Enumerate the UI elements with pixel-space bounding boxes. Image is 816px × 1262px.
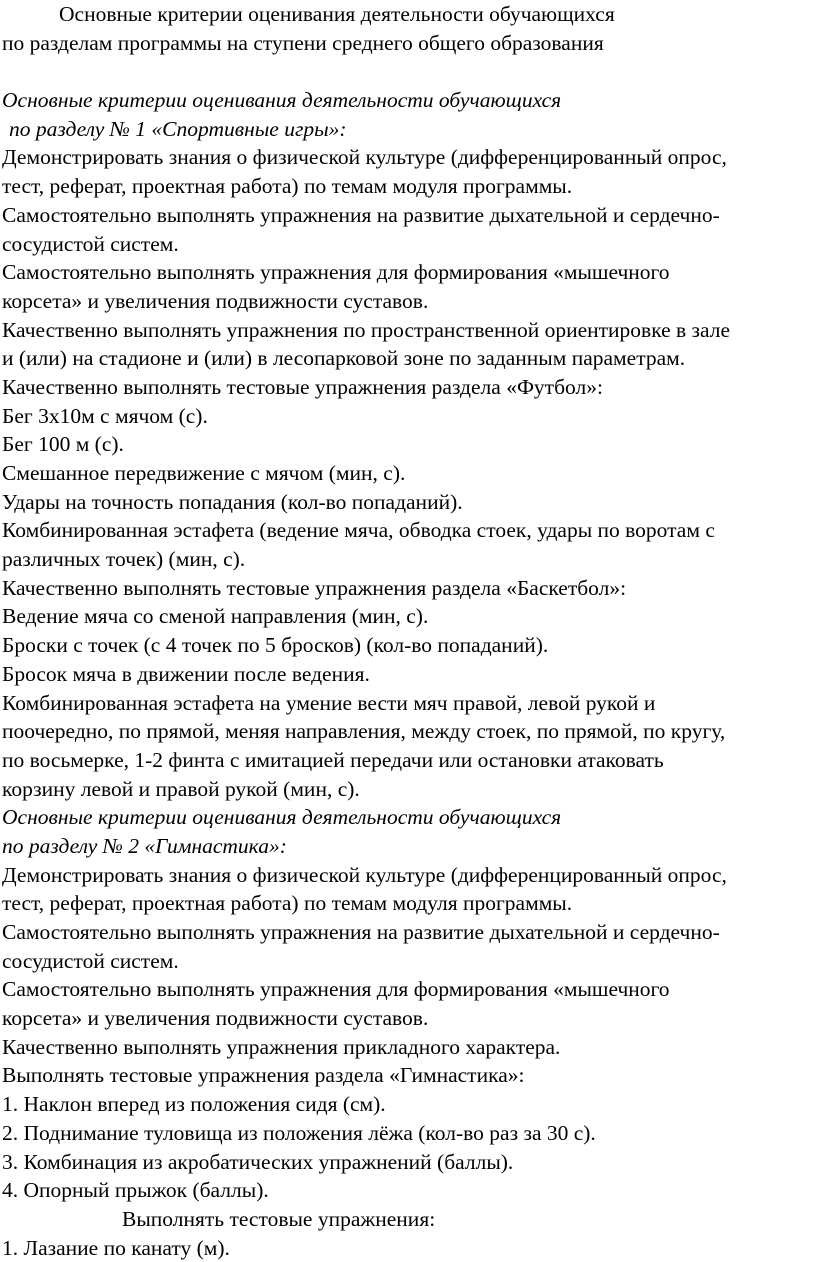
section1-line: корсета» и увеличения подвижности суставов. bbox=[2, 288, 429, 313]
section2-line: 1. Наклон вперед из положения сидя (см). bbox=[2, 1092, 386, 1117]
section1-line: Бросок мяча в движении после ведения. bbox=[2, 661, 370, 686]
section1-line: различных точек) (мин, с). bbox=[2, 547, 246, 572]
section2-line: 2. Поднимание туловища из положения лёжа (кол-во раз за 30 с). bbox=[2, 1120, 596, 1145]
section2-line: тест, реферат, проектная работа) по темам модуля программы. bbox=[2, 891, 573, 916]
section2-line: Самостоятельно выполнять упражнения на развитие дыхательной и сердечно- bbox=[2, 920, 720, 944]
section2-line: 3. Комбинация из акробатических упражнений (баллы). bbox=[2, 1149, 514, 1174]
section1-line: Бег 100 м (с). bbox=[2, 432, 124, 457]
section1-line: по восьмерке, 1-2 финта с имитацией передачи или остановки атаковать bbox=[2, 747, 664, 772]
section2-line: сосудистой систем. bbox=[2, 948, 179, 973]
section1-line: Бег 3х10м с мячом (с). bbox=[2, 403, 208, 428]
section2-tail-line: 1. Лазание по канату (м). bbox=[2, 1235, 230, 1260]
section2-line: Самостоятельно выполнять упражнения для формирования «мышечного bbox=[2, 977, 670, 1002]
section1-heading-line-2: по разделу № 1 «Спортивные игры»: bbox=[9, 116, 347, 141]
section2-line: корсета» и увеличения подвижности суставов. bbox=[2, 1006, 429, 1031]
document-page bbox=[2, 0, 814, 1262]
section1-line: тест, реферат, проектная работа) по темам модуля программы. bbox=[2, 174, 573, 199]
section1-heading-line-1: Основные критерии оценивания деятельности обучающихся bbox=[2, 88, 562, 113]
section2-line: 4. Опорный прыжок (баллы). bbox=[2, 1178, 269, 1203]
section1-line: Качественно выполнять тестовые упражнения раздела «Футбол»: bbox=[2, 374, 603, 399]
document-title-line-2: по разделам программы на ступени среднего общего образования bbox=[2, 30, 604, 55]
section1-line: корзину левой и правой рукой (мин, с). bbox=[2, 776, 360, 801]
section1-line: Качественно выполнять упражнения по пространственной ориентировке в зале bbox=[2, 317, 731, 342]
section1-line: Самостоятельно выполнять упражнения на развитие дыхательной и сердечно- bbox=[2, 202, 720, 227]
section1-line: Демонстрировать знания о физической культуре (дифференцированный опрос, bbox=[2, 145, 727, 170]
section1-line: Смешанное передвижение с мячом (мин, с). bbox=[2, 461, 406, 485]
section1-line: Удары на точность попадания (кол-во попаданий). bbox=[2, 489, 463, 514]
section2-line: Качественно выполнять упражнения прикладного характера. bbox=[2, 1034, 561, 1059]
section1-line: Комбинированная эстафета на умение вести мяч правой, левой рукой и bbox=[2, 690, 656, 715]
document-title-line-1: Основные критерии оценивания деятельности обучающихся bbox=[59, 2, 615, 26]
section2-heading-line-1: Основные критерии оценивания деятельности обучающихся bbox=[2, 805, 562, 830]
section2-line: Выполнять тестовые упражнения раздела «Гимнастика»: bbox=[2, 1063, 525, 1088]
section1-line: Качественно выполнять тестовые упражнения раздела «Баскетбол»: bbox=[2, 575, 627, 600]
section2-heading-line-2: по разделу № 2 «Гимнастика»: bbox=[2, 833, 287, 858]
section2-line: Демонстрировать знания о физической культуре (дифференцированный опрос, bbox=[2, 862, 727, 887]
section1-line: сосудистой систем. bbox=[2, 231, 179, 256]
section1-line: и (или) на стадионе и (или) в лесопарковой зоне по заданным параметрам. bbox=[2, 346, 686, 371]
blank-line bbox=[2, 57, 814, 86]
section1-line: поочередно, по прямой, меняя направления, между стоек, по прямой, по кругу, bbox=[2, 719, 726, 744]
section1-line: Самостоятельно выполнять упражнения для формирования «мышечного bbox=[2, 260, 670, 285]
section1-line: Броски с точек (с 4 точек по 5 бросков) (кол-во попаданий). bbox=[2, 633, 549, 658]
section1-line: Ведение мяча со сменой направления (мин, с). bbox=[2, 604, 429, 629]
section1-line: Комбинированная эстафета (ведение мяча, обводка стоек, удары по воротам с bbox=[2, 518, 715, 543]
section2-subheading: Выполнять тестовые упражнения: bbox=[122, 1206, 436, 1231]
